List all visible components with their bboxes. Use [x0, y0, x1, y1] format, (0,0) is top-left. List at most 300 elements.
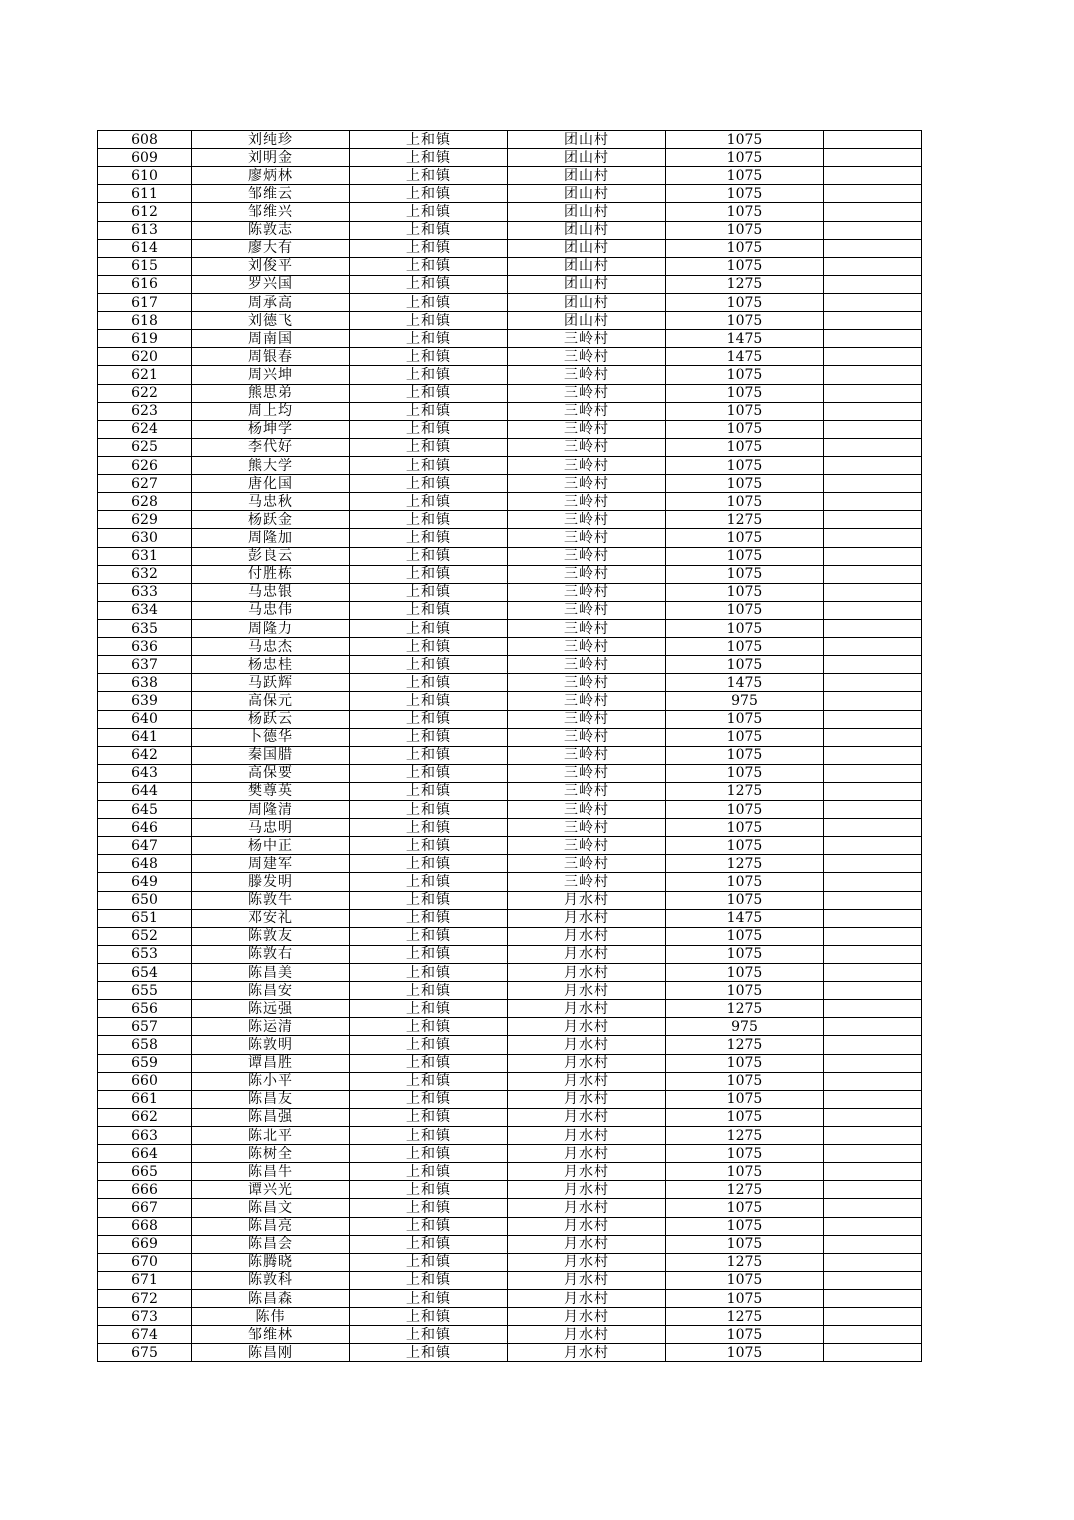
- name-cell: 陈运清: [192, 1018, 350, 1036]
- amount-cell: 1075: [666, 1145, 824, 1163]
- village-cell: 月水村: [508, 1217, 666, 1235]
- row-number-cell: 641: [98, 728, 192, 746]
- table-row: [98, 1344, 922, 1362]
- town-cell: 上和镇: [350, 221, 508, 239]
- table-row: [98, 1108, 922, 1126]
- table-row: [98, 1018, 922, 1036]
- town-cell: 上和镇: [350, 982, 508, 1000]
- amount-cell: 1275: [666, 1308, 824, 1326]
- row-number-cell: 639: [98, 692, 192, 710]
- note-cell: [824, 964, 922, 982]
- village-cell: 月水村: [508, 927, 666, 945]
- village-cell: 三岭村: [508, 638, 666, 656]
- town-cell: 上和镇: [350, 384, 508, 402]
- amount-cell: 1075: [666, 601, 824, 619]
- village-cell: 三岭村: [508, 547, 666, 565]
- name-cell: 高保元: [192, 692, 350, 710]
- village-cell: 三岭村: [508, 764, 666, 782]
- village-cell: 三岭村: [508, 819, 666, 837]
- village-cell: 月水村: [508, 1199, 666, 1217]
- town-cell: 上和镇: [350, 873, 508, 891]
- village-cell: 月水村: [508, 964, 666, 982]
- town-cell: 上和镇: [350, 1253, 508, 1271]
- note-cell: [824, 1036, 922, 1054]
- amount-cell: 1275: [666, 782, 824, 800]
- town-cell: 上和镇: [350, 493, 508, 511]
- note-cell: [824, 384, 922, 402]
- row-number-cell: 650: [98, 891, 192, 909]
- name-cell: 谭昌胜: [192, 1054, 350, 1072]
- table-row: [98, 402, 922, 420]
- row-number-cell: 632: [98, 565, 192, 583]
- row-number-cell: 614: [98, 239, 192, 257]
- town-cell: 上和镇: [350, 619, 508, 637]
- note-cell: [824, 1253, 922, 1271]
- row-number-cell: 627: [98, 475, 192, 493]
- table-row: [98, 1253, 922, 1271]
- name-cell: 高保要: [192, 764, 350, 782]
- table-row: [98, 801, 922, 819]
- village-cell: 三岭村: [508, 493, 666, 511]
- village-cell: 月水村: [508, 1308, 666, 1326]
- table-row: [98, 1072, 922, 1090]
- town-cell: 上和镇: [350, 764, 508, 782]
- amount-cell: 1075: [666, 801, 824, 819]
- village-cell: 三岭村: [508, 692, 666, 710]
- village-cell: 月水村: [508, 1036, 666, 1054]
- village-cell: 月水村: [508, 1072, 666, 1090]
- note-cell: [824, 728, 922, 746]
- amount-cell: 1075: [666, 312, 824, 330]
- village-cell: 三岭村: [508, 384, 666, 402]
- row-number-cell: 665: [98, 1163, 192, 1181]
- table-row: [98, 420, 922, 438]
- village-cell: 三岭村: [508, 511, 666, 529]
- row-number-cell: 626: [98, 456, 192, 474]
- table-row: [98, 674, 922, 692]
- name-cell: 马跃辉: [192, 674, 350, 692]
- name-cell: 陈昌亮: [192, 1217, 350, 1235]
- row-number-cell: 616: [98, 275, 192, 293]
- note-cell: [824, 638, 922, 656]
- town-cell: 上和镇: [350, 456, 508, 474]
- village-cell: 团山村: [508, 221, 666, 239]
- town-cell: 上和镇: [350, 529, 508, 547]
- amount-cell: 1275: [666, 1127, 824, 1145]
- note-cell: [824, 1344, 922, 1362]
- row-number-cell: 615: [98, 257, 192, 275]
- name-cell: 刘俊平: [192, 257, 350, 275]
- note-cell: [824, 529, 922, 547]
- village-cell: 三岭村: [508, 330, 666, 348]
- amount-cell: 1075: [666, 619, 824, 637]
- amount-cell: 1275: [666, 1253, 824, 1271]
- village-cell: 团山村: [508, 239, 666, 257]
- table-row: [98, 601, 922, 619]
- amount-cell: 1075: [666, 1108, 824, 1126]
- note-cell: [824, 221, 922, 239]
- amount-cell: 1075: [666, 982, 824, 1000]
- note-cell: [824, 547, 922, 565]
- row-number-cell: 634: [98, 601, 192, 619]
- table-row: [98, 855, 922, 873]
- table-row: [98, 293, 922, 311]
- table-row: [98, 1000, 922, 1018]
- note-cell: [824, 1018, 922, 1036]
- table-row: [98, 547, 922, 565]
- note-cell: [824, 674, 922, 692]
- village-cell: 月水村: [508, 891, 666, 909]
- note-cell: [824, 1326, 922, 1344]
- name-cell: 陈远强: [192, 1000, 350, 1018]
- note-cell: [824, 1271, 922, 1289]
- note-cell: [824, 1127, 922, 1145]
- town-cell: 上和镇: [350, 1127, 508, 1145]
- village-cell: 三岭村: [508, 601, 666, 619]
- table-row: [98, 837, 922, 855]
- amount-cell: 1075: [666, 475, 824, 493]
- town-cell: 上和镇: [350, 927, 508, 945]
- data-table: [97, 130, 922, 1362]
- note-cell: [824, 1181, 922, 1199]
- village-cell: 团山村: [508, 149, 666, 167]
- note-cell: [824, 131, 922, 149]
- note-cell: [824, 1054, 922, 1072]
- table-row: [98, 149, 922, 167]
- town-cell: 上和镇: [350, 1217, 508, 1235]
- town-cell: 上和镇: [350, 1326, 508, 1344]
- table-row: [98, 312, 922, 330]
- name-cell: 陈昌安: [192, 982, 350, 1000]
- table-row: [98, 909, 922, 927]
- amount-cell: 1075: [666, 873, 824, 891]
- table-row: [98, 1308, 922, 1326]
- town-cell: 上和镇: [350, 565, 508, 583]
- town-cell: 上和镇: [350, 909, 508, 927]
- name-cell: 陈敦明: [192, 1036, 350, 1054]
- amount-cell: 1075: [666, 583, 824, 601]
- table-row: [98, 656, 922, 674]
- note-cell: [824, 909, 922, 927]
- row-number-cell: 647: [98, 837, 192, 855]
- table-row: [98, 565, 922, 583]
- row-number-cell: 644: [98, 782, 192, 800]
- table-row: [98, 619, 922, 637]
- amount-cell: 1075: [666, 1163, 824, 1181]
- amount-cell: 1475: [666, 909, 824, 927]
- note-cell: [824, 293, 922, 311]
- town-cell: 上和镇: [350, 1181, 508, 1199]
- amount-cell: 1075: [666, 728, 824, 746]
- note-cell: [824, 819, 922, 837]
- amount-cell: 1075: [666, 529, 824, 547]
- row-number-cell: 658: [98, 1036, 192, 1054]
- village-cell: 团山村: [508, 203, 666, 221]
- table-row: [98, 1199, 922, 1217]
- town-cell: 上和镇: [350, 330, 508, 348]
- note-cell: [824, 493, 922, 511]
- row-number-cell: 663: [98, 1127, 192, 1145]
- town-cell: 上和镇: [350, 945, 508, 963]
- amount-cell: 1075: [666, 746, 824, 764]
- note-cell: [824, 855, 922, 873]
- name-cell: 卜德华: [192, 728, 350, 746]
- table-row: [98, 275, 922, 293]
- row-number-cell: 609: [98, 149, 192, 167]
- row-number-cell: 625: [98, 438, 192, 456]
- name-cell: 杨忠桂: [192, 656, 350, 674]
- village-cell: 三岭村: [508, 366, 666, 384]
- row-number-cell: 672: [98, 1290, 192, 1308]
- note-cell: [824, 1235, 922, 1253]
- amount-cell: 1075: [666, 131, 824, 149]
- table-row: [98, 493, 922, 511]
- table-row: [98, 257, 922, 275]
- row-number-cell: 675: [98, 1344, 192, 1362]
- name-cell: 马忠杰: [192, 638, 350, 656]
- village-cell: 三岭村: [508, 837, 666, 855]
- amount-cell: 1275: [666, 1181, 824, 1199]
- town-cell: 上和镇: [350, 674, 508, 692]
- town-cell: 上和镇: [350, 601, 508, 619]
- note-cell: [824, 945, 922, 963]
- town-cell: 上和镇: [350, 257, 508, 275]
- note-cell: [824, 837, 922, 855]
- note-cell: [824, 601, 922, 619]
- note-cell: [824, 1217, 922, 1235]
- name-cell: 刘明金: [192, 149, 350, 167]
- row-number-cell: 669: [98, 1235, 192, 1253]
- town-cell: 上和镇: [350, 837, 508, 855]
- village-cell: 三岭村: [508, 475, 666, 493]
- table-row: [98, 438, 922, 456]
- name-cell: 唐化国: [192, 475, 350, 493]
- amount-cell: 1075: [666, 964, 824, 982]
- name-cell: 陈敦科: [192, 1271, 350, 1289]
- table-row: [98, 475, 922, 493]
- amount-cell: 1075: [666, 547, 824, 565]
- name-cell: 陈敦友: [192, 927, 350, 945]
- amount-cell: 975: [666, 692, 824, 710]
- town-cell: 上和镇: [350, 1036, 508, 1054]
- town-cell: 上和镇: [350, 547, 508, 565]
- row-number-cell: 645: [98, 801, 192, 819]
- row-number-cell: 637: [98, 656, 192, 674]
- village-cell: 月水村: [508, 1235, 666, 1253]
- town-cell: 上和镇: [350, 746, 508, 764]
- table-row: [98, 167, 922, 185]
- table-row: [98, 982, 922, 1000]
- village-cell: 月水村: [508, 1326, 666, 1344]
- amount-cell: 1075: [666, 819, 824, 837]
- row-number-cell: 635: [98, 619, 192, 637]
- village-cell: 月水村: [508, 1145, 666, 1163]
- name-cell: 熊思弟: [192, 384, 350, 402]
- village-cell: 月水村: [508, 1253, 666, 1271]
- note-cell: [824, 583, 922, 601]
- town-cell: 上和镇: [350, 819, 508, 837]
- table-row: [98, 728, 922, 746]
- amount-cell: 1075: [666, 1271, 824, 1289]
- row-number-cell: 651: [98, 909, 192, 927]
- town-cell: 上和镇: [350, 728, 508, 746]
- village-cell: 月水村: [508, 1127, 666, 1145]
- row-number-cell: 659: [98, 1054, 192, 1072]
- town-cell: 上和镇: [350, 638, 508, 656]
- name-cell: 周承高: [192, 293, 350, 311]
- row-number-cell: 623: [98, 402, 192, 420]
- name-cell: 廖大有: [192, 239, 350, 257]
- name-cell: 陈昌强: [192, 1108, 350, 1126]
- village-cell: 月水村: [508, 945, 666, 963]
- village-cell: 团山村: [508, 293, 666, 311]
- note-cell: [824, 149, 922, 167]
- table-row: [98, 1090, 922, 1108]
- village-cell: 团山村: [508, 131, 666, 149]
- village-cell: 团山村: [508, 185, 666, 203]
- note-cell: [824, 312, 922, 330]
- village-cell: 三岭村: [508, 710, 666, 728]
- amount-cell: 1075: [666, 891, 824, 909]
- amount-cell: 1075: [666, 837, 824, 855]
- town-cell: 上和镇: [350, 583, 508, 601]
- name-cell: 周建军: [192, 855, 350, 873]
- name-cell: 陈敦牛: [192, 891, 350, 909]
- town-cell: 上和镇: [350, 511, 508, 529]
- amount-cell: 1075: [666, 149, 824, 167]
- town-cell: 上和镇: [350, 167, 508, 185]
- note-cell: [824, 1090, 922, 1108]
- table-row: [98, 819, 922, 837]
- name-cell: 周南国: [192, 330, 350, 348]
- name-cell: 陈树全: [192, 1145, 350, 1163]
- table-row: [98, 456, 922, 474]
- town-cell: 上和镇: [350, 1108, 508, 1126]
- name-cell: 马忠明: [192, 819, 350, 837]
- village-cell: 三岭村: [508, 855, 666, 873]
- table-row: [98, 764, 922, 782]
- note-cell: [824, 764, 922, 782]
- village-cell: 月水村: [508, 1181, 666, 1199]
- row-number-cell: 638: [98, 674, 192, 692]
- table-row: [98, 384, 922, 402]
- amount-cell: 1075: [666, 257, 824, 275]
- table-row: [98, 945, 922, 963]
- name-cell: 陈北平: [192, 1127, 350, 1145]
- row-number-cell: 620: [98, 348, 192, 366]
- row-number-cell: 654: [98, 964, 192, 982]
- town-cell: 上和镇: [350, 1163, 508, 1181]
- town-cell: 上和镇: [350, 801, 508, 819]
- note-cell: [824, 203, 922, 221]
- row-number-cell: 670: [98, 1253, 192, 1271]
- amount-cell: 1075: [666, 384, 824, 402]
- row-number-cell: 608: [98, 131, 192, 149]
- table-row: [98, 692, 922, 710]
- town-cell: 上和镇: [350, 402, 508, 420]
- table-row: [98, 348, 922, 366]
- village-cell: 团山村: [508, 257, 666, 275]
- name-cell: 陈昌会: [192, 1235, 350, 1253]
- name-cell: 彭良云: [192, 547, 350, 565]
- row-number-cell: 646: [98, 819, 192, 837]
- town-cell: 上和镇: [350, 1054, 508, 1072]
- row-number-cell: 657: [98, 1018, 192, 1036]
- table-row: [98, 1235, 922, 1253]
- table-row: [98, 1326, 922, 1344]
- name-cell: 李代好: [192, 438, 350, 456]
- note-cell: [824, 927, 922, 945]
- note-cell: [824, 257, 922, 275]
- table-row: [98, 638, 922, 656]
- town-cell: 上和镇: [350, 1018, 508, 1036]
- amount-cell: 1475: [666, 348, 824, 366]
- name-cell: 陈昌森: [192, 1290, 350, 1308]
- table-row: [98, 1163, 922, 1181]
- note-cell: [824, 167, 922, 185]
- town-cell: 上和镇: [350, 420, 508, 438]
- row-number-cell: 655: [98, 982, 192, 1000]
- name-cell: 周隆力: [192, 619, 350, 637]
- table-row: [98, 1181, 922, 1199]
- table-row: [98, 185, 922, 203]
- name-cell: 罗兴国: [192, 275, 350, 293]
- amount-cell: 1075: [666, 1072, 824, 1090]
- note-cell: [824, 475, 922, 493]
- note-cell: [824, 656, 922, 674]
- note-cell: [824, 185, 922, 203]
- table-row: [98, 583, 922, 601]
- village-cell: 三岭村: [508, 656, 666, 674]
- table-body: [98, 131, 922, 1362]
- name-cell: 马忠伟: [192, 601, 350, 619]
- name-cell: 谭兴光: [192, 1181, 350, 1199]
- amount-cell: 1275: [666, 1036, 824, 1054]
- town-cell: 上和镇: [350, 239, 508, 257]
- table-row: [98, 1036, 922, 1054]
- amount-cell: 1075: [666, 1344, 824, 1362]
- town-cell: 上和镇: [350, 312, 508, 330]
- row-number-cell: 618: [98, 312, 192, 330]
- name-cell: 杨跃金: [192, 511, 350, 529]
- town-cell: 上和镇: [350, 710, 508, 728]
- table-row: [98, 1127, 922, 1145]
- row-number-cell: 667: [98, 1199, 192, 1217]
- town-cell: 上和镇: [350, 1072, 508, 1090]
- town-cell: 上和镇: [350, 275, 508, 293]
- amount-cell: 1075: [666, 420, 824, 438]
- row-number-cell: 653: [98, 945, 192, 963]
- town-cell: 上和镇: [350, 1000, 508, 1018]
- name-cell: 陈腾晓: [192, 1253, 350, 1271]
- row-number-cell: 660: [98, 1072, 192, 1090]
- row-number-cell: 662: [98, 1108, 192, 1126]
- amount-cell: 1075: [666, 764, 824, 782]
- note-cell: [824, 438, 922, 456]
- note-cell: [824, 1163, 922, 1181]
- amount-cell: 1075: [666, 656, 824, 674]
- table-row: [98, 1271, 922, 1289]
- amount-cell: 1075: [666, 710, 824, 728]
- village-cell: 月水村: [508, 1054, 666, 1072]
- table-row: [98, 203, 922, 221]
- table-row: [98, 221, 922, 239]
- row-number-cell: 624: [98, 420, 192, 438]
- name-cell: 陈昌友: [192, 1090, 350, 1108]
- note-cell: [824, 982, 922, 1000]
- amount-cell: 975: [666, 1018, 824, 1036]
- village-cell: 三岭村: [508, 801, 666, 819]
